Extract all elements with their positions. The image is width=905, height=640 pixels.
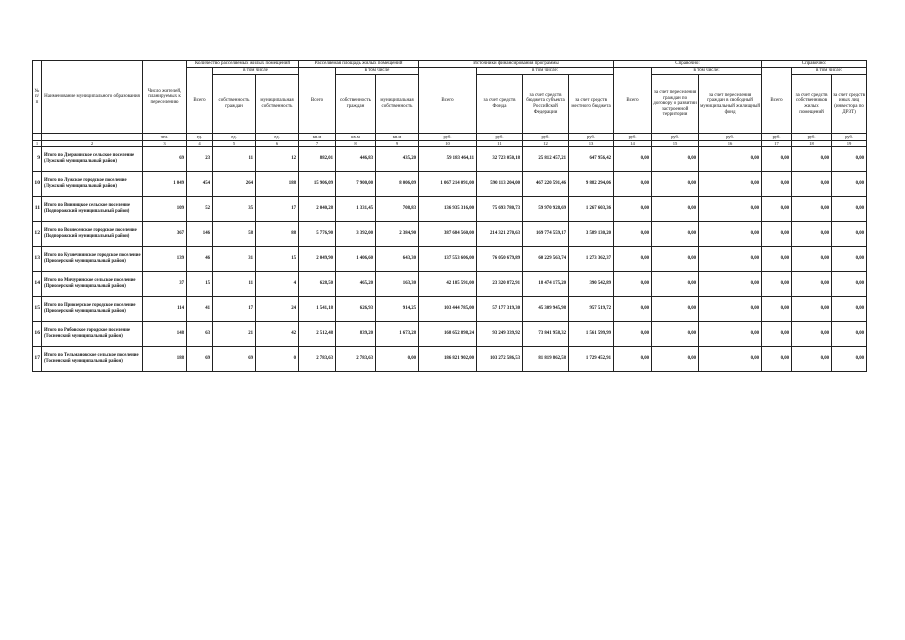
- header-group-ref2: Справочно:: [762, 61, 867, 68]
- value-cell: 0,00: [652, 297, 699, 322]
- value-cell: 148: [143, 322, 187, 347]
- table-row: [33, 222, 867, 247]
- unit-cell: руб.: [569, 134, 614, 141]
- value-cell: 0,00: [614, 297, 652, 322]
- value-cell: 18 474 175,20: [523, 272, 569, 297]
- value-cell: 0,00: [762, 172, 792, 197]
- value-cell: 0,00: [699, 272, 762, 297]
- value-cell: 2 512,48: [299, 322, 336, 347]
- header-local-budget: за счет средств местного бюджета: [569, 75, 614, 134]
- column-number-cell: 7: [299, 140, 336, 147]
- table-row: [33, 147, 867, 172]
- unit-cell: [42, 134, 143, 141]
- value-cell: 0,00: [699, 297, 762, 322]
- header-ref2-incl: в том числе:: [792, 68, 867, 75]
- value-cell: 0,00: [652, 347, 699, 372]
- value-cell: 188: [256, 172, 299, 197]
- header-resettle-free: за счет переселения граждан в свободный муниципальный жилищный фонд: [699, 75, 762, 134]
- column-number-cell: 15: [652, 140, 699, 147]
- unit-cell: руб.: [699, 134, 762, 141]
- header-own-funds: за счет средств собственников жилых помещений: [792, 75, 832, 134]
- table-body: [33, 147, 867, 372]
- value-cell: 882,01: [299, 147, 336, 172]
- value-cell: 24: [256, 297, 299, 322]
- value-cell: 0,00: [792, 147, 832, 172]
- value-cell: 465,20: [336, 272, 376, 297]
- column-number-row: [33, 140, 867, 147]
- value-cell: 163,30: [376, 272, 419, 297]
- unit-cell: кв.м: [336, 134, 376, 141]
- value-cell: 9 882 294,06: [569, 172, 614, 197]
- value-cell: 0,00: [762, 247, 792, 272]
- value-cell: 15 906,09: [299, 172, 336, 197]
- header-group-ref1: Справочно:: [614, 61, 762, 68]
- value-cell: 0,00: [614, 222, 652, 247]
- row-number: 11: [33, 197, 42, 222]
- value-cell: 0,00: [652, 222, 699, 247]
- value-cell: 73 841 958,32: [523, 322, 569, 347]
- municipality-name: Итого по Дзержинское сельское поселение (Лужский муниципальный район): [42, 147, 143, 172]
- header-area-total: Всего: [299, 68, 336, 134]
- value-cell: 367: [143, 222, 187, 247]
- unit-cell: руб.: [523, 134, 569, 141]
- value-cell: 0,00: [376, 347, 419, 372]
- value-cell: 446,83: [336, 147, 376, 172]
- value-cell: 0,00: [762, 347, 792, 372]
- value-cell: 45 309 945,98: [523, 297, 569, 322]
- value-cell: 628,50: [299, 272, 336, 297]
- value-cell: 37: [143, 272, 187, 297]
- unit-cell: руб.: [832, 134, 867, 141]
- value-cell: 0,00: [652, 172, 699, 197]
- value-cell: 168 652 898,24: [419, 322, 477, 347]
- value-cell: 2 040,28: [299, 197, 336, 222]
- header-row-number: № п/п: [33, 61, 42, 134]
- value-cell: 32 723 050,18: [477, 147, 523, 172]
- column-number-cell: 12: [523, 140, 569, 147]
- value-cell: 0,00: [792, 247, 832, 272]
- value-cell: 0,00: [652, 147, 699, 172]
- column-number-cell: 9: [376, 140, 419, 147]
- value-cell: 4: [256, 272, 299, 297]
- value-cell: 0,00: [832, 197, 867, 222]
- value-cell: 0,00: [762, 322, 792, 347]
- value-cell: 139: [143, 247, 187, 272]
- value-cell: 0,00: [614, 272, 652, 297]
- value-cell: 0,00: [832, 272, 867, 297]
- value-cell: 1 406,60: [336, 247, 376, 272]
- value-cell: 0: [256, 347, 299, 372]
- document-sheet: [32, 60, 867, 372]
- value-cell: 63: [187, 322, 213, 347]
- value-cell: 21: [213, 322, 256, 347]
- value-cell: 81 819 862,58: [523, 347, 569, 372]
- units-row: [33, 134, 867, 141]
- value-cell: 137 553 606,00: [419, 247, 477, 272]
- value-cell: 88: [256, 222, 299, 247]
- unit-cell: ед.: [187, 134, 213, 141]
- value-cell: 2 783,63: [336, 347, 376, 372]
- row-number: 14: [33, 272, 42, 297]
- value-cell: 0,00: [832, 172, 867, 197]
- table-row: [33, 347, 867, 372]
- value-cell: 103 444 785,00: [419, 297, 477, 322]
- municipality-name: Итого по Вознесенское городское поселение (Подпорожский муниципальный район): [42, 222, 143, 247]
- value-cell: 60 229 563,74: [523, 247, 569, 272]
- row-number: 16: [33, 322, 42, 347]
- header-ref1-incl: в том числе:: [652, 68, 762, 75]
- value-cell: 0,00: [792, 272, 832, 297]
- row-number: 15: [33, 297, 42, 322]
- header-funding-total: Всего: [419, 68, 477, 134]
- value-cell: 0,00: [699, 222, 762, 247]
- value-cell: 839,20: [336, 322, 376, 347]
- value-cell: 1 049: [143, 172, 187, 197]
- value-cell: 0,00: [614, 347, 652, 372]
- header-ref2-total: Всего: [762, 68, 792, 134]
- value-cell: 114: [143, 297, 187, 322]
- value-cell: 15: [187, 272, 213, 297]
- value-cell: 1 561 599,99: [569, 322, 614, 347]
- header-group-count: Количество расселяемых жилых помещений: [187, 61, 299, 68]
- value-cell: 0,00: [699, 322, 762, 347]
- header-group-funding: Источники финансирования программы: [419, 61, 614, 68]
- value-cell: 2 384,90: [376, 222, 419, 247]
- value-cell: 41: [187, 297, 213, 322]
- value-cell: 59 183 464,11: [419, 147, 477, 172]
- column-number-cell: 6: [256, 140, 299, 147]
- column-number-cell: 11: [477, 140, 523, 147]
- row-number: 9: [33, 147, 42, 172]
- header-count-municipal: муниципальная собственность: [256, 75, 299, 134]
- value-cell: 0,00: [614, 172, 652, 197]
- unit-cell: руб.: [419, 134, 477, 141]
- value-cell: 0,00: [614, 247, 652, 272]
- value-cell: 0,00: [652, 322, 699, 347]
- value-cell: 25 812 457,21: [523, 147, 569, 172]
- unit-cell: кв.м: [299, 134, 336, 141]
- column-number-cell: 1: [33, 140, 42, 147]
- column-number-cell: 10: [419, 140, 477, 147]
- value-cell: 136 935 316,00: [419, 197, 477, 222]
- value-cell: 454: [187, 172, 213, 197]
- value-cell: 1 729 452,91: [569, 347, 614, 372]
- unit-cell: руб.: [652, 134, 699, 141]
- value-cell: 59 970 928,69: [523, 197, 569, 222]
- column-number-cell: 8: [336, 140, 376, 147]
- value-cell: 0,00: [792, 347, 832, 372]
- header-mo-name: Наименование муниципального образования: [42, 61, 143, 134]
- value-cell: 0,00: [832, 247, 867, 272]
- table-row: [33, 247, 867, 272]
- value-cell: 467 220 591,46: [523, 172, 569, 197]
- value-cell: 3 589 130,20: [569, 222, 614, 247]
- header-ref1-total: Всего: [614, 68, 652, 134]
- column-number-cell: 14: [614, 140, 652, 147]
- value-cell: 1 541,18: [299, 297, 336, 322]
- header-fund: за счет средств Фонда: [477, 75, 523, 134]
- value-cell: 11: [213, 147, 256, 172]
- value-cell: 264: [213, 172, 256, 197]
- value-cell: 2 049,90: [299, 247, 336, 272]
- unit-cell: руб.: [477, 134, 523, 141]
- header-people: Число жителей, планируемых к переселению: [143, 61, 187, 134]
- value-cell: 0,00: [699, 197, 762, 222]
- municipality-name: Итого по Рябовское городское поселение (Тосненский муниципальный район): [42, 322, 143, 347]
- header-resettle-contract: за счет переселения граждан по договору о развитии застроенной территории: [652, 75, 699, 134]
- value-cell: 0,00: [762, 272, 792, 297]
- table-row: [33, 297, 867, 322]
- value-cell: 75 693 780,73: [477, 197, 523, 222]
- value-cell: 93 249 339,92: [477, 322, 523, 347]
- unit-cell: руб.: [614, 134, 652, 141]
- value-cell: 0,00: [792, 322, 832, 347]
- value-cell: 69: [187, 347, 213, 372]
- value-cell: 0,00: [762, 197, 792, 222]
- value-cell: 1 067 214 091,00: [419, 172, 477, 197]
- table-row: [33, 197, 867, 222]
- header-area-municipal: муниципальная собственность: [376, 75, 419, 134]
- row-number: 13: [33, 247, 42, 272]
- header-area-incl: в том числе: [336, 68, 419, 75]
- value-cell: 1 267 603,36: [569, 197, 614, 222]
- value-cell: 390 542,89: [569, 272, 614, 297]
- column-number-cell: 18: [792, 140, 832, 147]
- value-cell: 52: [187, 197, 213, 222]
- value-cell: 46: [187, 247, 213, 272]
- table-row: [33, 272, 867, 297]
- value-cell: 5 776,90: [299, 222, 336, 247]
- value-cell: 0,00: [614, 147, 652, 172]
- value-cell: 0,00: [792, 222, 832, 247]
- value-cell: 0,00: [699, 172, 762, 197]
- unit-cell: ед.: [256, 134, 299, 141]
- table-row: [33, 172, 867, 197]
- value-cell: 7 900,00: [336, 172, 376, 197]
- column-number-cell: 19: [832, 140, 867, 147]
- value-cell: 23: [187, 147, 213, 172]
- value-cell: 0,00: [832, 222, 867, 247]
- header-count-total: Всего: [187, 68, 213, 134]
- value-cell: 914,25: [376, 297, 419, 322]
- value-cell: 387 684 560,00: [419, 222, 477, 247]
- value-cell: 0,00: [699, 347, 762, 372]
- value-cell: 3 392,00: [336, 222, 376, 247]
- value-cell: 647 956,42: [569, 147, 614, 172]
- column-number-cell: 3: [143, 140, 187, 147]
- value-cell: 0,00: [652, 272, 699, 297]
- value-cell: 17: [213, 297, 256, 322]
- value-cell: 69: [213, 347, 256, 372]
- value-cell: 12: [256, 147, 299, 172]
- column-number-cell: 17: [762, 140, 792, 147]
- value-cell: 35: [213, 197, 256, 222]
- header-group-area: Расселяемая площадь жилых помещений: [299, 61, 419, 68]
- value-cell: 188: [143, 347, 187, 372]
- column-number-cell: 5: [213, 140, 256, 147]
- value-cell: 1 673,28: [376, 322, 419, 347]
- value-cell: 643,30: [376, 247, 419, 272]
- municipality-name: Итого по Тельмановское сельское поселение (Тосненский муниципальный район): [42, 347, 143, 372]
- value-cell: 15: [256, 247, 299, 272]
- value-cell: 11: [213, 272, 256, 297]
- municipality-name: Итого по Приозерское городское поселение (Приозерский муниципальный район): [42, 297, 143, 322]
- column-number-cell: 4: [187, 140, 213, 147]
- value-cell: 590 113 204,00: [477, 172, 523, 197]
- column-number-cell: 16: [699, 140, 762, 147]
- value-cell: 169 774 559,17: [523, 222, 569, 247]
- value-cell: 214 321 270,63: [477, 222, 523, 247]
- value-cell: 0,00: [792, 197, 832, 222]
- value-cell: 0,00: [614, 322, 652, 347]
- value-cell: 186 821 902,00: [419, 347, 477, 372]
- value-cell: 0,00: [832, 322, 867, 347]
- value-cell: 2 783,63: [299, 347, 336, 372]
- unit-cell: чел.: [143, 134, 187, 141]
- row-number: 10: [33, 172, 42, 197]
- value-cell: 0,00: [832, 297, 867, 322]
- header-funding-incl: в том числе:: [477, 68, 614, 75]
- value-cell: 0,00: [699, 147, 762, 172]
- value-cell: 0,00: [762, 297, 792, 322]
- value-cell: 69: [143, 147, 187, 172]
- value-cell: 435,20: [376, 147, 419, 172]
- value-cell: 0,00: [652, 247, 699, 272]
- value-cell: 23 320 872,91: [477, 272, 523, 297]
- value-cell: 0,00: [792, 297, 832, 322]
- value-cell: 0,00: [832, 147, 867, 172]
- value-cell: 0,00: [699, 247, 762, 272]
- municipality-name: Итого по Кузнечнинское городское поселение (Приозерский муниципальный район): [42, 247, 143, 272]
- unit-cell: кв.м: [376, 134, 419, 141]
- value-cell: 42: [256, 322, 299, 347]
- row-number: 17: [33, 347, 42, 372]
- value-cell: 1 331,45: [336, 197, 376, 222]
- value-cell: 0,00: [762, 147, 792, 172]
- header-count-incl: в том числе: [213, 68, 299, 75]
- value-cell: 0,00: [614, 197, 652, 222]
- unit-cell: руб.: [762, 134, 792, 141]
- value-cell: 0,00: [652, 197, 699, 222]
- value-cell: 58: [213, 222, 256, 247]
- header-other-sources: за счет средств иных лиц (инвестора по ДРЗТ): [832, 75, 867, 134]
- value-cell: 17: [256, 197, 299, 222]
- column-number-cell: 13: [569, 140, 614, 147]
- table-row: [33, 322, 867, 347]
- row-number: 12: [33, 222, 42, 247]
- value-cell: 8 006,09: [376, 172, 419, 197]
- value-cell: 957 519,72: [569, 297, 614, 322]
- header-area-own: собственность граждан: [336, 75, 376, 134]
- resettlement-table: [32, 60, 867, 372]
- value-cell: 103 272 586,53: [477, 347, 523, 372]
- municipality-name: Итого по Винницкое сельское поселение (Подпорожский муниципальный район): [42, 197, 143, 222]
- value-cell: 626,93: [336, 297, 376, 322]
- value-cell: 0,00: [762, 222, 792, 247]
- value-cell: 1 273 362,37: [569, 247, 614, 272]
- unit-cell: руб.: [792, 134, 832, 141]
- value-cell: 57 177 319,30: [477, 297, 523, 322]
- header-subject-budget: за счет средств бюджета субъекта Российской Федерации: [523, 75, 569, 134]
- value-cell: 31: [213, 247, 256, 272]
- unit-cell: [33, 134, 42, 141]
- value-cell: 708,83: [376, 197, 419, 222]
- value-cell: 146: [187, 222, 213, 247]
- value-cell: 0,00: [792, 172, 832, 197]
- value-cell: 109: [143, 197, 187, 222]
- header-count-own: собственность граждан: [213, 75, 256, 134]
- value-cell: 42 185 591,00: [419, 272, 477, 297]
- column-number-cell: 2: [42, 140, 143, 147]
- value-cell: 76 050 679,89: [477, 247, 523, 272]
- municipality-name: Итого по Лужское городское поселение (Лужский муниципальный район): [42, 172, 143, 197]
- municipality-name: Итого по Мичуринское сельское поселение (Приозерский муниципальный район): [42, 272, 143, 297]
- value-cell: 0,00: [832, 347, 867, 372]
- unit-cell: ед.: [213, 134, 256, 141]
